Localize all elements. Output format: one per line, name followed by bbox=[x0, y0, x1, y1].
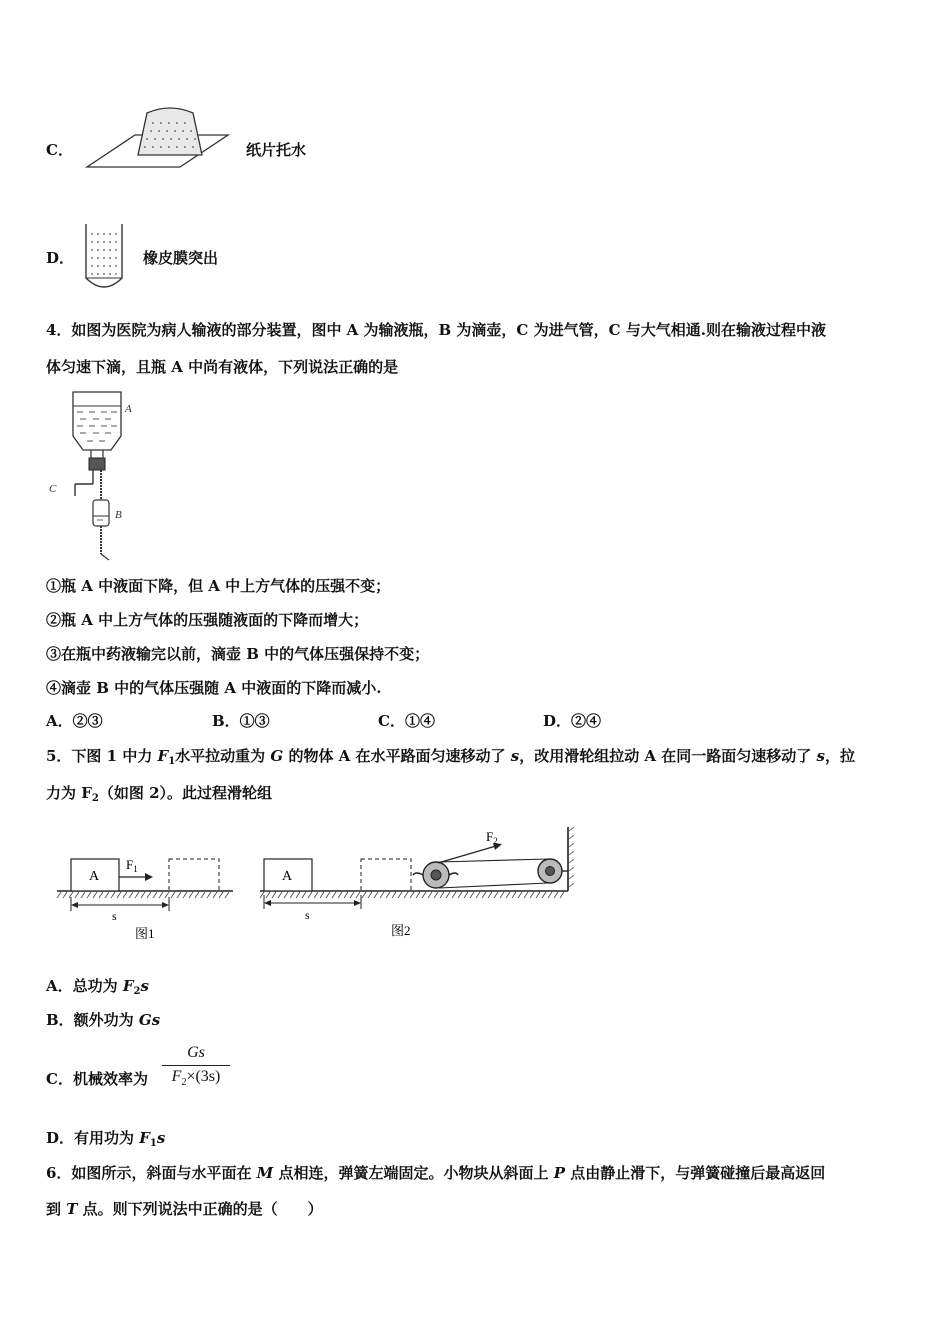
q5-stem-line2: 力为 $F_2$（如图 2）。此过程滑轮组 bbox=[46, 784, 273, 804]
q4-option-c[interactable]: C．①④ bbox=[378, 712, 435, 730]
q4-statement-1: ①瓶 A 中液面下降，但 A 中上方气体的压强不变； bbox=[46, 577, 391, 595]
q6-stem-line2: 到 T 点。则下列说法中正确的是（ ） bbox=[46, 1200, 323, 1218]
fig1-force-label: $F_1$ bbox=[126, 857, 138, 874]
q4-stem-line1: 4．如图为医院为病人输液的部分装置，图中 A 为输液瓶，B 为滴壶，C 为进气管，C 与大气相通.则在输液过程中液 bbox=[46, 321, 826, 339]
q5-option-b[interactable]: B．额外功为 Gs bbox=[46, 1011, 161, 1029]
q4-option-a[interactable]: A．②③ bbox=[46, 712, 103, 730]
rubber-membrane-figure bbox=[80, 220, 130, 300]
q4-statement-4: ④滴壶 B 中的气体压强随 A 中液面的下降而减小. bbox=[46, 679, 382, 697]
fraction-denominator: $F_2\times(3s)$ bbox=[171, 1068, 221, 1088]
option-d-label: D． bbox=[46, 249, 75, 267]
fig1-distance: s bbox=[112, 909, 117, 923]
figure-1 bbox=[55, 845, 240, 945]
q4-option-d[interactable]: D．②④ bbox=[543, 712, 602, 730]
q5-stem-line1: 5．下图 1 中力 $F_1$水平拉动重为 G 的物体 A 在水平路面匀速移动了 s，改用滑轮组拉动 A 在同一路面匀速移动了 s，拉 bbox=[46, 747, 855, 767]
efficiency-fraction bbox=[160, 1043, 232, 1094]
fig2-distance: s bbox=[305, 908, 310, 922]
paper-water-figure bbox=[85, 105, 230, 170]
fig2-caption: 图2 bbox=[391, 923, 411, 938]
q4-option-b[interactable]: B．①③ bbox=[212, 712, 270, 730]
label-b: B bbox=[115, 509, 122, 521]
option-c-caption: 纸片托水 bbox=[246, 141, 307, 159]
q5-option-c[interactable]: C．机械效率为 bbox=[46, 1070, 148, 1088]
fig2-force-label: $F_2$ bbox=[486, 829, 498, 846]
q4-statement-2: ②瓶 A 中上方气体的压强随液面的下降而增大； bbox=[46, 611, 369, 629]
q6-stem-line1: 6．如图所示，斜面与水平面在 M 点相连，弹簧左端固定。小物块从斜面上 P 点由静止滑下，与弹簧碰撞后最高返回 bbox=[46, 1164, 826, 1182]
q4-statement-3: ③在瓶中药液输完以前，滴壶 B 中的气体压强保持不变； bbox=[46, 645, 430, 663]
q4-stem-line2: 体匀速下滴，且瓶 A 中尚有液体，下列说法正确的是 bbox=[46, 358, 399, 376]
fig1-caption: 图1 bbox=[135, 926, 155, 941]
q5-option-d[interactable]: D．有用功为 $F_1s$ bbox=[46, 1129, 166, 1149]
option-c-label: C． bbox=[46, 141, 73, 159]
fig2-block-label: A bbox=[282, 869, 293, 884]
infusion-figure bbox=[45, 388, 145, 563]
fraction-numerator: Gs bbox=[187, 1044, 205, 1061]
label-c: C bbox=[49, 483, 57, 495]
figure-2 bbox=[258, 823, 578, 943]
option-d-caption: 橡皮膜突出 bbox=[143, 249, 219, 267]
fig1-block-label: A bbox=[89, 869, 100, 884]
q5-option-a[interactable]: A．总功为 $F_2s$ bbox=[46, 977, 149, 997]
label-a: A bbox=[125, 403, 132, 415]
